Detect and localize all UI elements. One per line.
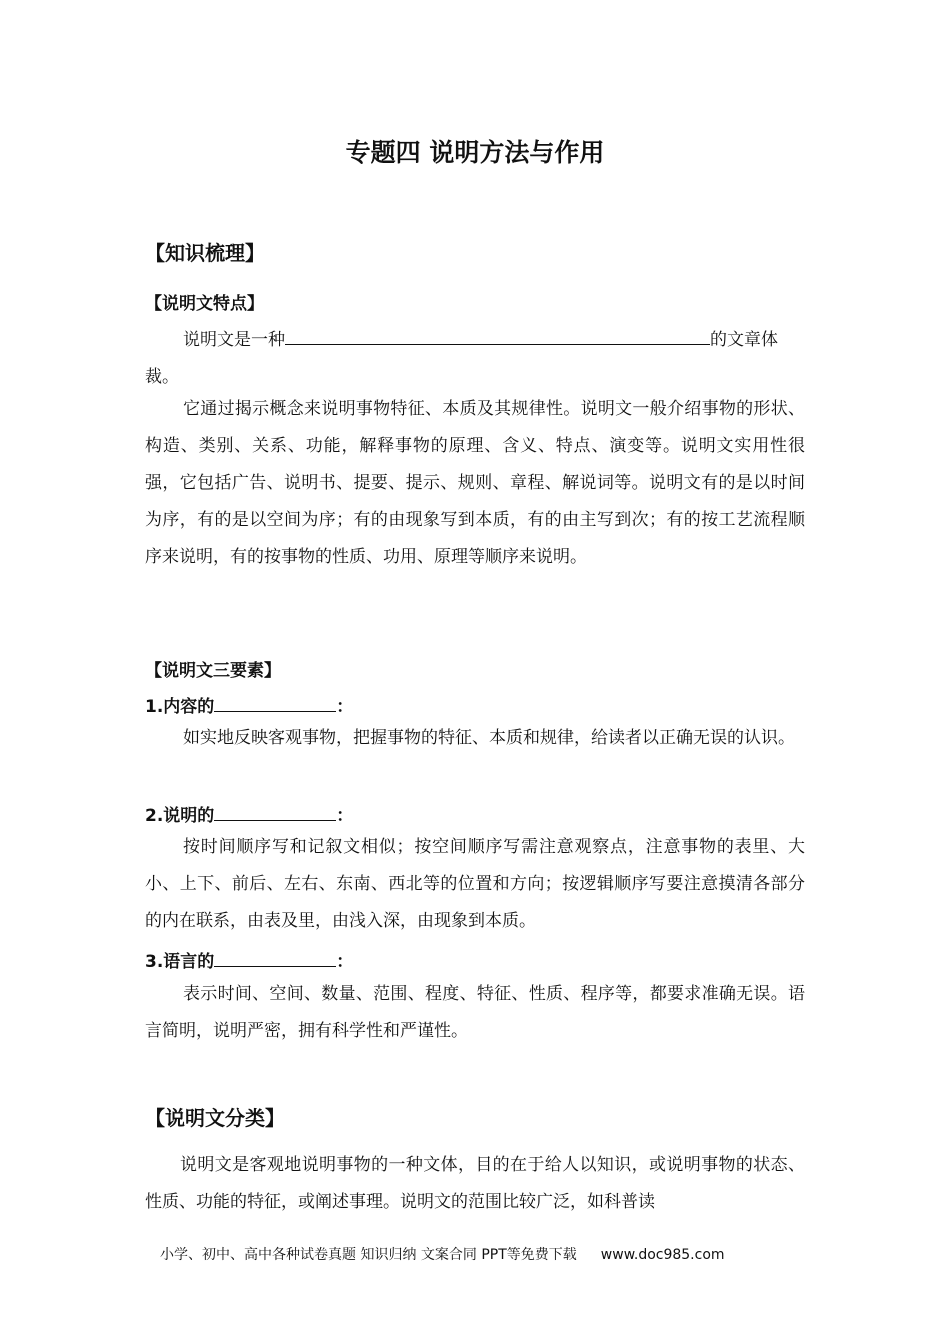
classification-paragraph: 说明文是客观地说明事物的一种文体，目的在于给人以知识，或说明事物的状态、性质、功能的特征，或阐述事理。说明文的范围比较广泛，如科普读 [145,1155,805,1212]
element-2-label [145,801,353,826]
element-1-text: 如实地反映客观事物，把握事物的特征、本质和规律，给读者以正确无误的认识。 [183,728,795,748]
element-1-label [145,692,353,717]
footer-url[interactable]: www.doc985.com [600,1247,725,1263]
element-3-text: 表示时间、空间、数量、范围、程度、特征、性质、程序等，都要求准确无误。语言简明，说明严密，拥有科学性和严谨性。 [145,984,805,1041]
fill-blank-content[interactable] [214,693,336,712]
footer [160,1244,725,1264]
features-line1 [183,325,778,350]
element-3-label [145,947,353,972]
element-2-colon: ： [336,806,354,826]
features-paragraph: 它通过揭示概念来说明事物特征、本质及其规律性。说明文一般介绍事物的形状、构造、类别、关系、功能，解释事物的原理、含义、特点、演变等。说明文实用性很强，它包括广告、说明书、提要、提示、规则、章程、解说词等。说明文有的是以时间为序，有的是以空间为序；有的由现象写到本质，有的由主写到次；有的按工艺流程顺序来说明，有的按事物的性质、功用、原理等顺序来说明。 [145,399,805,567]
knowledge-heading: 【知识梳理】 [145,241,265,265]
features-line1-prefix: 说明文是一种 [183,330,285,350]
features-heading: 【说明文特点】 [145,294,264,314]
element-2-label-text: 2.说明的 [145,806,215,826]
fill-blank-definition[interactable] [285,326,710,345]
fill-blank-explanation[interactable] [214,802,336,821]
classification-heading: 【说明文分类】 [145,1106,285,1130]
features-line1-cont: 裁。 [145,367,179,387]
element-2-text: 按时间顺序写和记叙文相似；按空间顺序写需注意观察点，注意事物的表里、大小、上下、前后、左右、东南、西北等的位置和方向；按逻辑顺序写要注意摸清各部分的内在联系，由表及里，由浅入深，由现象到本质。 [145,837,805,931]
fill-blank-language[interactable] [214,948,336,967]
features-line1-suffix: 的文章体 [710,330,778,350]
element-3-colon: ： [336,952,354,972]
element-1-colon: ： [336,697,354,717]
page-title: 专题四 说明方法与作用 [345,138,605,167]
elements-heading: 【说明文三要素】 [145,661,281,681]
element-1-label-text: 1.内容的 [145,697,215,717]
element-3-label-text: 3.语言的 [145,952,215,972]
footer-text: 小学、初中、高中各种试卷真题 知识归纳 文案合同 PPT等免费下载 [160,1247,577,1263]
